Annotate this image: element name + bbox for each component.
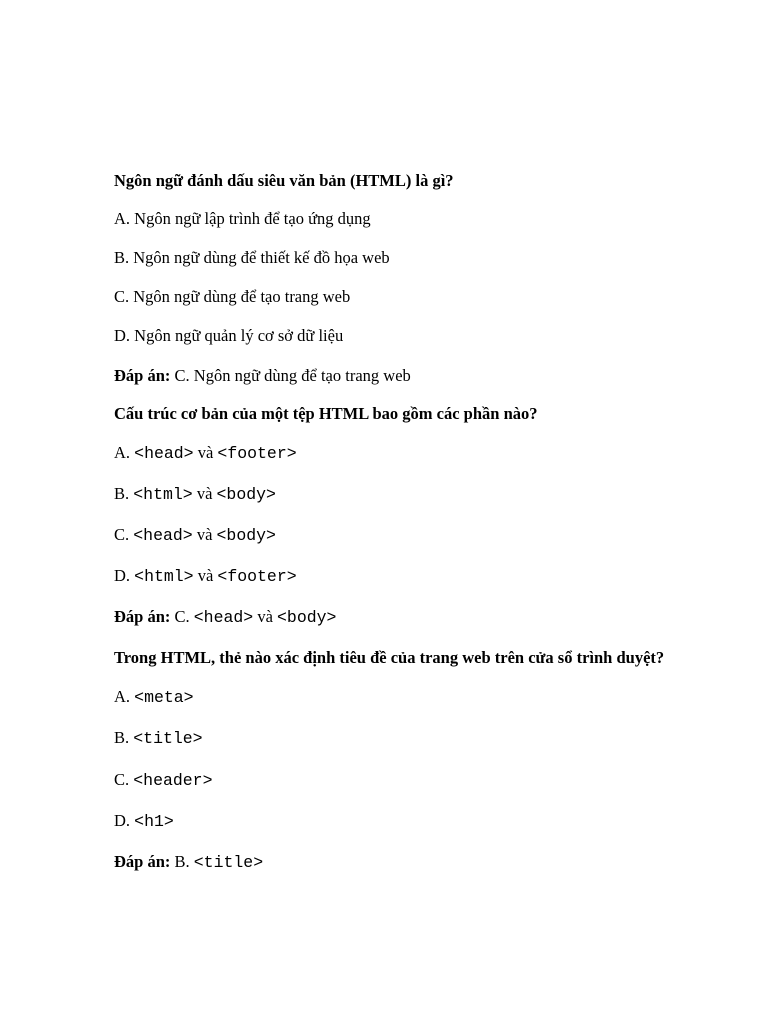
option-code: <header>	[133, 771, 213, 790]
option-letter: A.	[114, 443, 131, 462]
option-letter: B.	[114, 484, 130, 503]
option-letter: A.	[114, 209, 131, 228]
option-text: Ngôn ngữ dùng để thiết kế đồ họa web	[133, 248, 390, 267]
answer-label: Đáp án:	[114, 366, 171, 385]
option-letter: B.	[114, 248, 130, 267]
answer-letter: C.	[174, 607, 190, 626]
option-letter: A.	[114, 687, 131, 706]
question-3-option-d	[114, 810, 674, 832]
option-code: <h1>	[134, 812, 174, 831]
question-1-option-b	[114, 247, 674, 268]
answer-label: Đáp án:	[114, 607, 171, 626]
answer-code-1: <head>	[193, 608, 254, 627]
option-code-2: <body>	[216, 485, 276, 504]
option-conjunction: và	[196, 525, 213, 544]
option-letter: D.	[114, 811, 131, 830]
option-letter: D.	[114, 326, 131, 345]
option-text: Ngôn ngữ dùng để tạo trang web	[133, 287, 351, 306]
answer-text: Ngôn ngữ dùng để tạo trang web	[193, 366, 411, 385]
question-2-option-d	[114, 565, 674, 587]
question-2-option-c	[114, 524, 674, 546]
option-code-1: <html>	[133, 485, 193, 504]
option-letter: C.	[114, 770, 130, 789]
option-letter: B.	[114, 728, 130, 747]
option-code-2: <footer>	[217, 567, 297, 586]
question-1-option-d	[114, 325, 674, 346]
option-code-1: <head>	[134, 444, 194, 463]
option-code-2: <body>	[216, 526, 276, 545]
answer-code-2: <body>	[277, 608, 337, 627]
question-3-option-a	[114, 686, 674, 708]
option-text: Ngôn ngữ quản lý cơ sở dữ liệu	[134, 326, 344, 345]
question-1-option-a	[114, 208, 674, 229]
question-1-title: Ngôn ngữ đánh dấu siêu văn bản (HTML) là gì?	[114, 171, 454, 190]
option-code: <meta>	[134, 688, 194, 707]
question-3-answer	[114, 851, 674, 873]
option-code-1: <html>	[134, 567, 194, 586]
question-2-title: Cấu trúc cơ bản của một tệp HTML bao gồm các phần nào?	[114, 404, 538, 423]
answer-label: Đáp án:	[114, 852, 171, 871]
answer-code: <title>	[193, 853, 264, 872]
option-conjunction: và	[196, 484, 213, 503]
document-page	[114, 168, 674, 873]
question-2-option-a	[114, 442, 674, 464]
option-code: <title>	[133, 729, 203, 748]
option-code-1: <head>	[133, 526, 193, 545]
question-3-option-c	[114, 769, 674, 791]
option-conjunction: và	[197, 566, 214, 585]
option-text: Ngôn ngữ lập trình để tạo ứng dụng	[134, 209, 371, 228]
option-letter: D.	[114, 566, 131, 585]
answer-letter: C.	[174, 366, 190, 385]
question-3-option-b	[114, 727, 674, 749]
option-letter: C.	[114, 287, 130, 306]
option-letter: C.	[114, 525, 130, 544]
question-1-answer	[114, 365, 674, 386]
question-2-option-b	[114, 483, 674, 505]
answer-letter: B.	[174, 852, 190, 871]
question-2-answer	[114, 606, 674, 628]
question-3-title: Trong HTML, thẻ nào xác định tiêu đề của trang web trên cửa sổ trình duyệt?	[114, 648, 665, 667]
question-1-option-c	[114, 286, 674, 307]
answer-conjunction: và	[257, 607, 273, 626]
option-code-2: <footer>	[217, 444, 297, 463]
option-conjunction: và	[197, 443, 214, 462]
